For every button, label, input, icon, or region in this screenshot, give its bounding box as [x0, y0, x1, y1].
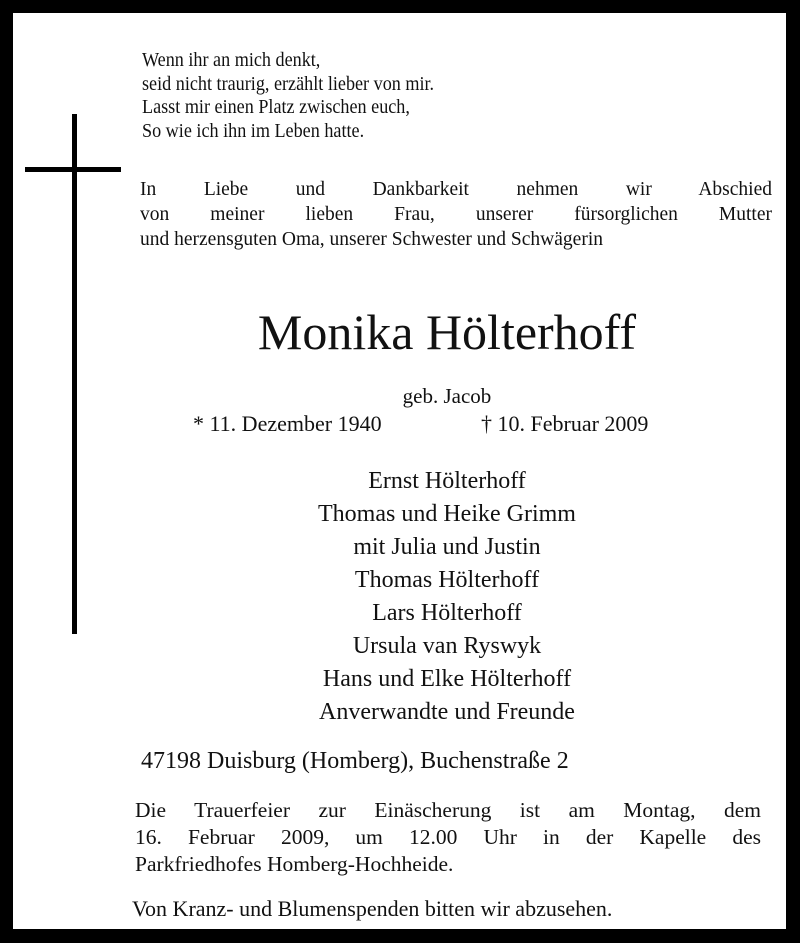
flowers-note: Von Kranz- und Blumenspenden bitten wir abzusehen.: [132, 896, 613, 921]
mourner: Ernst Hölterhoff: [368, 468, 526, 494]
cross-icon: [72, 114, 77, 634]
obituary-notice: [13, 13, 786, 929]
intro-line: und herzensguten Oma, unserer Schwester und Schwägerin: [140, 229, 603, 250]
poem-line: So wie ich ihn im Leben hatte.: [142, 120, 365, 142]
poem-line: Wenn ihr an mich denkt,: [142, 50, 321, 71]
mourner: Thomas Hölterhoff: [354, 567, 540, 593]
poem-line: Lasst mir einen Platz zwischen euch,: [142, 97, 410, 118]
mourner: Ursula van Ryswyk: [352, 633, 542, 659]
service-line: Die Trauerfeier zur Einäscherung ist am Montag, dem: [135, 798, 761, 822]
intro-paragraph: [140, 177, 772, 252]
cross-icon-crossbar: [25, 167, 121, 172]
mourner: Lars Hölterhoff: [372, 600, 522, 626]
intro-line: In Liebe und Dankbarkeit nehmen wir Abschied: [140, 179, 772, 200]
mourner: Hans und Elke Hölterhoff: [322, 666, 572, 692]
maiden-name: geb. Jacob: [402, 384, 492, 408]
intro-line: von meiner lieben Frau, unserer fürsorglichen Mutter: [140, 204, 772, 225]
mourner: Thomas und Heike Grimm: [318, 501, 576, 527]
death-date: † 10. Februar 2009: [481, 411, 649, 436]
mourner: Anverwandte und Freunde: [319, 699, 575, 725]
mourners-list: [163, 465, 731, 729]
mourner: mit Julia und Justin: [353, 534, 541, 560]
birth-date: * 11. Dezember 1940: [193, 411, 382, 436]
service-info: [135, 797, 761, 878]
poem-line: seid nicht traurig, erzählt lieber von mir.: [142, 73, 435, 95]
service-line: Parkfriedhofes Homberg-Hochheide.: [135, 852, 454, 876]
address: 47198 Duisburg (Homberg), Buchenstraße 2: [141, 748, 569, 774]
deceased-name: Monika Hölterhoff: [257, 304, 637, 360]
poem: [142, 49, 434, 143]
service-line: 16. Februar 2009, um 12.00 Uhr in der Kapelle des: [135, 825, 761, 849]
